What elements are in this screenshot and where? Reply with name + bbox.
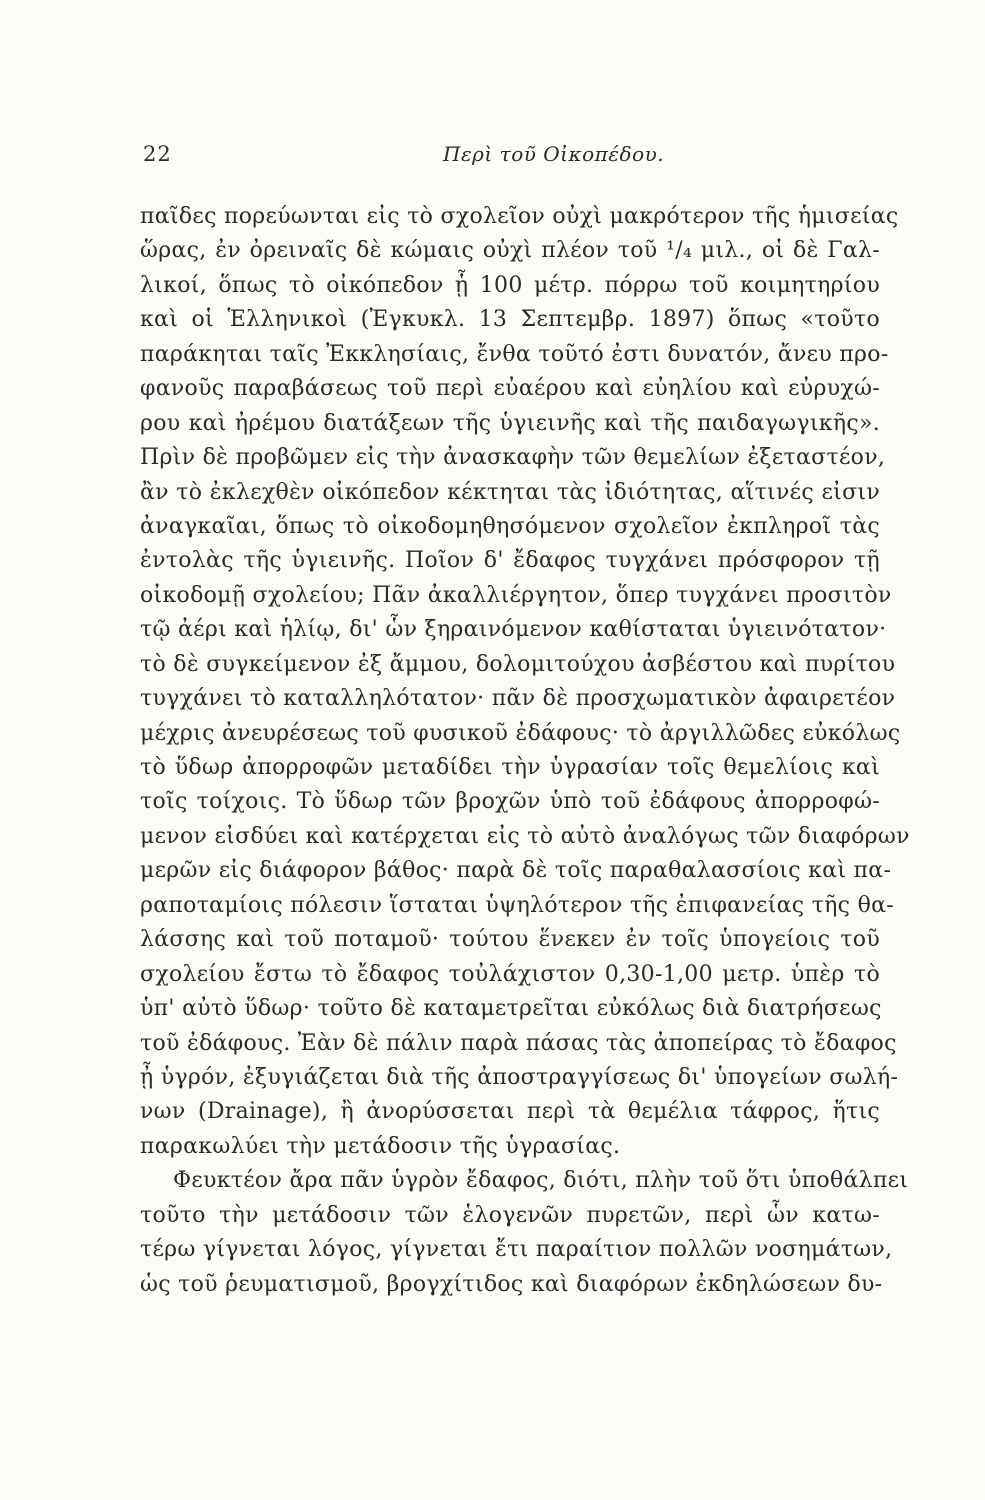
page-header [143,142,878,174]
text-line: ρου καὶ ἠρέμου διατάξεων τῆς ὑγιεινῆς καὶ τῆς παιδαγωγικῆς». [140,410,880,436]
text-line: μέχρις ἀνευρέσεως τοῦ φυσικοῦ ἐδάφους· τὸ ἀργιλλῶδες εὐκόλως [140,720,901,746]
text-line: μενον εἰσδύει καὶ κατέρχεται εἰς τὸ αὐτὸ ἀναλόγως τῶν διαφόρων [140,823,910,849]
text-line: τὸ δὲ συγκείμενον ἐξ ἄμμου, δολομιτούχου ἀσβέστου καὶ πυρίτου [140,651,896,677]
text-line: μερῶν εἰς διάφορον βάθος· παρὰ δὲ τοῖς παραθαλασσίοις καὶ πα- [140,858,892,884]
body-text [140,200,910,1302]
text-line: καὶ οἱ Ἑλληνικοὶ (Ἐγκυκλ. 13 Σεπτεμβρ. 1897) ὅπως «τοῦτο [140,307,880,333]
running-title: Περὶ τοῦ Οἰκοπέδου. [443,142,665,166]
text-line: ὡς τοῦ ῥευματισμοῦ, βρογχίτιδος καὶ διαφόρων ἐκδηλώσεων δυ- [140,1271,883,1297]
text-line: παρακωλύει τὴν μετάδοσιν τῆς ὑγρασίας. [140,1133,621,1159]
text-line: ραποταμίοις πόλεσιν ἵσταται ὑψηλότερον τῆς ἐπιφανείας τῆς θα- [140,892,894,918]
page-number: 22 [143,142,172,166]
text-line: ὑπ' αὐτὸ ὕδωρ· τοῦτο δὲ καταμετρεῖται εὐκόλως διὰ διατρήσεως [140,996,882,1022]
text-line: λικοί, ὅπως τὸ οἰκόπεδον ᾗ 100 μέτρ. πόρρω τοῦ κοιμητηρίου [140,272,880,298]
paragraph-start-line: Φευκτέον ἄρα πᾶν ὑγρὸν ἔδαφος, διότι, πλὴν τοῦ ὅτι ὑποθάλπει [173,1168,909,1194]
text-line: λάσσης καὶ τοῦ ποταμοῦ· τούτου ἕνεκεν ἐν τοῖς ὑπογείοις τοῦ [140,927,880,953]
text-line: τοῦ ἐδάφους. Ἐὰν δὲ πάλιν παρὰ πάσας τὰς ἀποπείρας τὸ ἔδαφος [140,1030,897,1056]
text-line: φανοῦς παραβάσεως τοῦ περὶ εὐαέρου καὶ εὐηλίου καὶ εὐρυχώ- [140,376,880,402]
text-line: παράκηται ταῖς Ἐκκλησίαις, ἔνθα τοῦτό ἐστι δυνατόν, ἄνευ προ- [140,341,889,367]
text-line: τοῖς τοίχοις. Τὸ ὕδωρ τῶν βροχῶν ὑπὸ τοῦ ἐδάφους ἀπορροφώ- [140,789,880,815]
text-line: ἀναγκαῖαι, ὅπως τὸ οἰκοδομηθησόμενον σχολεῖον ἐκπληροῖ τὰς [140,513,880,539]
text-line: σχολείου ἔστω τὸ ἔδαφος τοὐλάχιστον 0,30-1,00 μετρ. ὑπὲρ τὸ [140,961,880,987]
text-line: παῖδες πορεύωνται εἰς τὸ σχολεῖον οὐχὶ μακρότερον τῆς ἡμισείας [140,204,899,229]
text-line: ἂν τὸ ἐκλεχθὲν οἰκόπεδον κέκτηται τὰς ἰδιότητας, αἵτινές εἰσιν [140,479,880,505]
text-line: ὥρας, ἐν ὀρειναῖς δὲ κώμαις οὐχὶ πλέον τοῦ ¹/₄ μιλ., οἱ δὲ Γαλ- [140,238,880,264]
text-line: τοῦτο τὴν μετάδοσιν τῶν ἑλογενῶν πυρετῶν, περὶ ὧν κατω- [140,1202,880,1228]
text-line: ᾖ ὑγρόν, ἐξυγιάζεται διὰ τῆς ἀποστραγγίσεως δι' ὑπογείων σωλή- [140,1064,899,1090]
text-line: τῷ ἀέρι καὶ ἡλίῳ, δι' ὧν ξηραινόμενον καθίσταται ὑγιεινότατον· [140,617,887,643]
text-line: οἰκοδομῇ σχολείου; Πᾶν ἀκαλλιέργητον, ὅπερ τυγχάνει προσιτὸν [140,582,892,608]
text-line: τὸ ὕδωρ ἀπορροφῶν μεταδίδει τὴν ὑγρασίαν τοῖς θεμελίοις καὶ [140,755,880,780]
text-line: νων (Drainage), ἢ ἀνορύσσεται περὶ τὰ θεμέλια τάφρος, ἥτις [140,1099,880,1125]
text-line: τυγχάνει τὸ καταλληλότατον· πᾶν δὲ προσχωματικὸν ἀφαιρετέον [140,686,896,712]
text-line: τέρω γίγνεται λόγος, γίγνεται ἔτι παραίτιον πολλῶν νοσημάτων, [140,1237,893,1263]
text-line: Πρὶν δὲ προβῶμεν εἰς τὴν ἀνασκαφὴν τῶν θεμελίων ἐξεταστέον, [140,445,886,471]
text-line: ἐντολὰς τῆς ὑγιεινῆς. Ποῖον δ' ἔδαφος τυγχάνει πρόσφορον τῇ [140,548,880,574]
